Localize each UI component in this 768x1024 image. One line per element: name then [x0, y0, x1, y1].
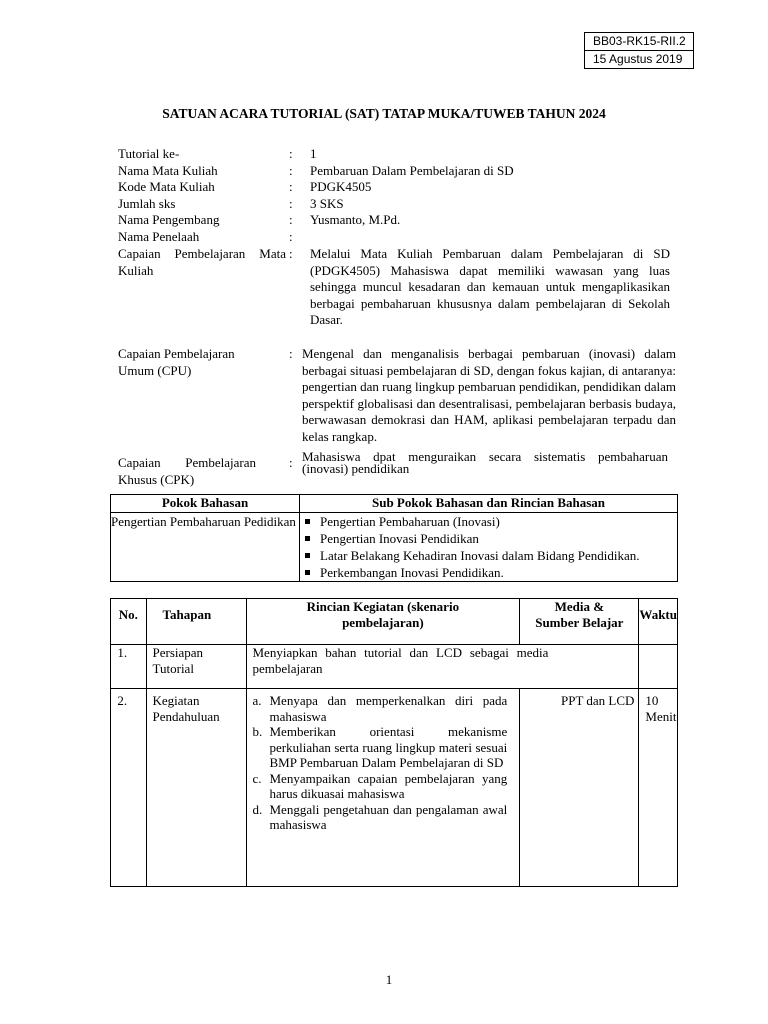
pokok-bahasan-text: Pengertian Pembaharuan Pedidikan [111, 514, 296, 529]
pengembang-value: Yusmanto, M.Pd. [310, 212, 401, 227]
cpk-value: Mahasiswa dpat menguraikan secara sistematis pembaharuan (inovasi) pendidikan [302, 449, 668, 476]
pokok-bahasan-cell [111, 513, 300, 582]
row2-rincian [246, 689, 520, 887]
colon: : [289, 346, 293, 361]
cpmk-label: Capaian Pembelajaran Mata Kuliah [118, 246, 286, 278]
activity-marker: d. [252, 801, 263, 817]
penelaah-label: Nama Penelaah [118, 229, 200, 244]
header-tahapan: Tahapan [146, 599, 246, 645]
colon: : [289, 212, 293, 227]
document-code: BB03-RK15-RII.2 [593, 34, 686, 48]
row1-no: 1. [111, 645, 147, 689]
activity-text: Menyapa dan memperkenalkan diri pada mahasiswa [269, 693, 508, 724]
row2-media: PPT dan LCD [520, 689, 639, 887]
header-waktu: Waktu [639, 599, 678, 645]
cpmk-value: Melalui Mata Kuliah Pembaruan dalam Pembelajaran di SD (PDGK4505) Mahasiswa dapat memiliki wawasan yang luas sehingga muncul kesadaran dan kemauan untuk mengaplikasikan berbagai pembaharuan khususnya dalam pembelajaran di Sekolah Dasar. [310, 246, 670, 327]
row1-waktu [639, 645, 678, 689]
header-no: No. [111, 599, 147, 645]
row2-no: 2. [111, 689, 147, 887]
header-rincian: Rincian Kegiatan (skenario pembelajaran) [246, 599, 520, 645]
page-number: 1 [385, 972, 393, 987]
cpu-value: Mengenal dan menganalisis berbagai pembaruan (inovasi) dalam berbagai situasi pembelajaran di SD, dengan fokus kajian, di antaranya: pengertian dan ruang lingkup pembaruan pendidikan, pendidikan dalam perspektif globalisasi dan desentralisasi, pembelajaran berbasis budaya, berwawasan demokrasi dan HAM, aplikasi pembelajaran terpadu dan kelas rangkap. [302, 346, 676, 444]
colon: : [289, 179, 293, 194]
sub-topic-item: Perkembangan Inovasi Pendidikan. [302, 564, 673, 581]
tutorial-label: Tutorial ke- [118, 146, 180, 161]
colon: : [289, 163, 293, 178]
kode-mk-value: PDGK4505 [310, 179, 372, 194]
colon: : [289, 229, 293, 244]
tutorial-value: 1 [310, 146, 317, 161]
row2-tahapan: Kegiatan Pendahuluan [146, 689, 246, 887]
colon: : [289, 246, 293, 261]
sks-label: Jumlah sks [118, 196, 176, 211]
colon: : [289, 146, 293, 161]
activity-item [253, 693, 508, 724]
colon: : [289, 196, 293, 211]
sub-topic-item: Latar Belakang Kehadiran Inovasi dalam Bidang Pendidikan. [302, 547, 673, 564]
nama-mk-label: Nama Mata Kuliah [118, 163, 218, 178]
activity-item [253, 724, 508, 771]
nama-mk-value: Pembaruan Dalam Pembelajaran di SD [310, 163, 514, 178]
activity-text: Menggali pengetahuan dan pengalaman awal mahasiswa [269, 801, 508, 832]
colon: : [289, 455, 293, 470]
activity-marker: c. [252, 770, 262, 786]
document-date: 15 Agustus 2019 [585, 50, 693, 68]
header-media: Media & Sumber Belajar [520, 599, 639, 645]
sub-topic-list [302, 513, 673, 581]
header-pokok-bahasan: Pokok Bahasan [111, 495, 300, 513]
sub-pokok-cell [300, 513, 678, 582]
row2-waktu: 10 Menit [639, 689, 678, 887]
header-sub-pokok-bahasan: Sub Pokok Bahasan dan Rincian Bahasan [300, 495, 678, 513]
activity-list [253, 693, 508, 833]
page-title: SATUAN ACARA TUTORIAL (SAT) TATAP MUKA/TUWEB TAHUN 2024 [162, 106, 606, 121]
activity-marker: b. [252, 724, 263, 739]
activity-item [253, 802, 508, 833]
cpk-label: Capaian Pembelajaran Khusus (CPK) [118, 455, 256, 487]
sks-value: 3 SKS [310, 196, 344, 211]
activity-text: Memberikan orientasi mekanisme perkuliahan serta ruang lingkup materi sesuai BMP Pembaruan Dalam Pembelajaran di SD [269, 724, 508, 770]
topic-table [110, 494, 678, 582]
activity-item [253, 771, 508, 802]
sub-topic-item: Pengertian Pembaharuan (Inovasi) [302, 513, 673, 530]
cpu-label: Capaian Pembelajaran Umum (CPU) [118, 346, 235, 378]
sub-topic-item: Pengertian Inovasi Pendidikan [302, 530, 673, 547]
activity-text: Menyampaikan capaian pembelajaran yang harus dikuasai mahasiswa [269, 770, 508, 801]
row1-tahapan: Persiapan Tutorial [146, 645, 246, 689]
document-code-box [584, 32, 694, 69]
activity-table [110, 598, 678, 887]
kode-mk-label: Kode Mata Kuliah [118, 179, 215, 194]
activity-marker: a. [252, 693, 262, 708]
pengembang-label: Nama Pengembang [118, 212, 220, 227]
row1-rincian: Menyiapkan bahan tutorial dan LCD sebagai media pembelajaran [246, 645, 639, 689]
